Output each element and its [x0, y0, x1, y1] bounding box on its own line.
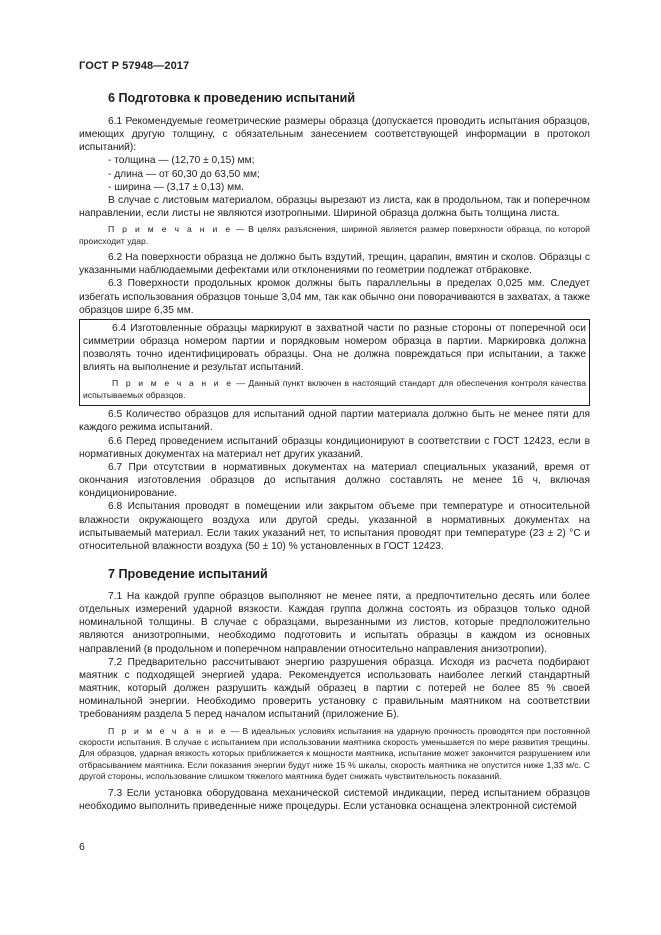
clause-6-6: 6.6 Перед проведением испытаний образцы кондиционируют в соответствии с ГОСТ 12423, если в нормативных документах на материал нет других указаний.	[79, 435, 590, 460]
section-7-title: 7 Проведение испытаний	[108, 567, 268, 581]
clause-6-4: 6.4 Изготовленные образцы маркируют в захватной части по разные стороны от поперечной оси симметрии образца номером партии и порядковым номером образца в партии. Маркировка должна позволять точно идентифицировать образцы. Она не должна повреждаться при испытании, а также влиять на выполнение и результат испытаний.	[83, 322, 586, 374]
note-label: П р и м е ч а н и е	[112, 378, 234, 389]
note-6-1	[79, 224, 590, 247]
note-6-4	[83, 378, 586, 401]
clause-6-5: 6.5 Количество образцов для испытаний одной партии материала должно быть не менее пяти для каждого режима испытаний.	[79, 409, 590, 434]
note-text: — В целях разъяснения, шириной является размер поверхности образца, по которой происходит удар.	[79, 224, 590, 246]
clause-6-3: 6.3 Поверхности продольных кромок должны быть параллельны в пределах 0,025 мм. Следует избегать использования образцов тоньше 3,04 мм, так как обычно они поворачиваются в захватах, а также образцов шире 6,35 мм.	[79, 278, 590, 316]
dimension-width: - ширина — (3,17 ± 0,13) мм.	[108, 181, 244, 193]
clause-7-3: 7.3 Если установка оборудована механической системой индикации, перед испытанием образцов необходимо выполнить приведенные ниже процедуры. Если установка оснащена электронной системой	[79, 787, 590, 812]
note-7-2	[79, 726, 590, 783]
clause-6-8: 6.8 Испытания проводят в помещении или закрытом объеме при температуре и относительной влажности окружающего воздуха или другой среды, указанной в нормативных документах на испытываемый материал. Если таких указаний нет, то испытания проводят при температуре (23 ± 2) °С и относительной влажности воздуха (50 ± 10) % установленных в ГОСТ 12423.	[79, 501, 590, 552]
clause-6-1-sheet: В случае с листовым материалом, образцы вырезают из листа, как в продольном, так и поперечном направлении, если листы не являются изотропными. Шириной образца должна быть толщина листа.	[79, 194, 590, 220]
boxed-clause-6-4	[79, 319, 590, 406]
note-label: П р и м е ч а н и е	[108, 725, 228, 736]
clause-6-1: 6.1 Рекомендуемые геометрические размеры образца (допускается проводить испытания образцов, имеющих другую толщину, с обязательным занесением соответствующей информации в протокол испытаний):	[79, 116, 590, 154]
note-text: — В идеальных условиях испытания на ударную прочность проводятся при постоянной скорости испытания. В случае с испытанием при использовании маятника скорость уменьшается по мере развития трещины. Для образцов, ударная вязкость которых приближается к мощности маятника, испытание может закончится разрушением или отбрасыванием маятника. Если показания энергии будут ниже 15 % шкалы, скорость маятника не опустится ниже 1,33 м/с. С другой стороны, использование слишком тяжелого маятника будет снижать чувствительность показаний.	[79, 725, 590, 782]
clause-6-7: 6.7 При отсутствии в нормативных документах на материал специальных указаний, время от окончания изготовления образцов до испытания должно составлять не менее 16 ч, включая кондиционирование.	[79, 461, 590, 500]
dimension-thickness: - толщина — (12,70 ± 0,15) мм;	[108, 155, 255, 167]
note-label: П р и м е ч а н и е	[108, 224, 233, 235]
section-6	[79, 91, 590, 553]
clause-6-2: 6.2 На поверхности образца не должно быть вздутий, трещин, царапин, вмятин и сколов. Образцы с указанными наблюдаемыми дефектами или отклонениями по геометрии подлежат отбраковке.	[79, 252, 590, 277]
clause-7-1: 7.1 На каждой группе образцов выполняют не менее пяти, а предпочтительно десять или более отдельных измерений ударной вязкости. Каждая группа должна состоять из образцов только одной номинальной толщины. В случае с образцами, вырезанными из листов, которые предположительно являются анизотропными, необходимо подготовить и испытать образцы в каждом из основных направлений (в продольном и поперечном направлении относительно направления анизотропии).	[79, 591, 590, 655]
section-6-title: 6 Подготовка к проведению испытаний	[108, 91, 356, 105]
section-7	[79, 567, 590, 813]
page-content	[79, 91, 590, 813]
note-text: — Данный пункт включен в настоящий стандарт для обеспечения контроля качества испытываемых образцов.	[83, 378, 586, 400]
standard-header: ГОСТ Р 57948—2017	[79, 60, 190, 72]
clause-7-2: 7.2 Предварительно рассчитывают энергию разрушения образца. Исходя из расчета подбирают маятник с подходящей энергией удара. Рекомендуется использовать наиболее легкий стандартный маятник, который должен разрушить каждый образец в партии с потерей не более 85 % своей номинальной энергии. Необходимо проверить установку с правильным маятником на соответствии требованиям раздела 5 перед началом испытаний (приложение Б).	[79, 656, 590, 721]
dimension-length: - длина — от 60,30 до 63,50 мм;	[108, 168, 260, 180]
page-number: 6	[79, 841, 85, 853]
